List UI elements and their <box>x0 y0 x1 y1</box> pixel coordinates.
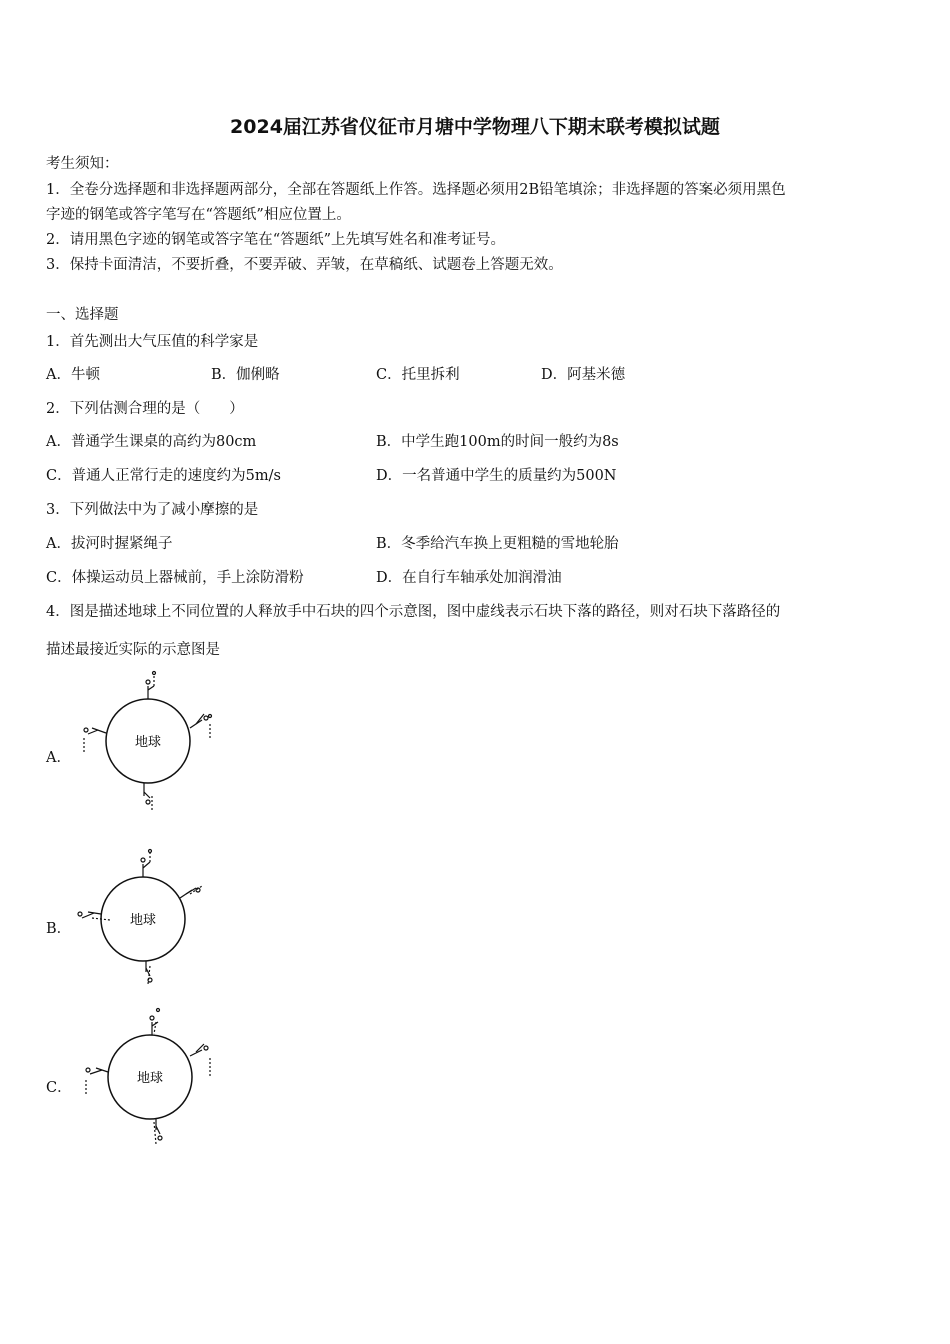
notice-item-1: 1．全卷分选择题和非选择题两部分，全部在答题纸上作答。选择题必须用2B铅笔填涂；非选择题的答案必须用黑色 <box>46 182 786 198</box>
diagram-b-earth <box>70 846 220 996</box>
q1-option-a[interactable]: A．牛顿 <box>46 367 100 383</box>
question-2-stem: 2．下列估测合理的是（ ） <box>46 401 244 417</box>
diagram-c-label[interactable]: C． <box>46 1080 72 1096</box>
q3-option-c[interactable]: C．体操运动员上器械前，手上涂防滑粉 <box>46 570 304 586</box>
notice-item-2: 2．请用黑色字迹的钢笔或答字笔在“答题纸”上先填写姓名和准考证号。 <box>46 232 506 248</box>
earth-label: 地球 <box>136 1071 164 1086</box>
question-3-stem: 3．下列做法中为了减小摩擦的是 <box>46 502 259 518</box>
notice-item-1-cont: 字迹的钢笔或答字笔写在“答题纸”相应位置上。 <box>46 207 351 223</box>
diagram-c-earth <box>76 1004 226 1154</box>
q3-option-b[interactable]: B．冬季给汽车换上更粗糙的雪地轮胎 <box>376 536 619 552</box>
question-1-stem: 1．首先测出大气压值的科学家是 <box>46 334 259 350</box>
notice-item-3: 3．保持卡面清洁，不要折叠，不要弄破、弄皱，在草稿纸、试题卷上答题无效。 <box>46 257 563 273</box>
diagram-b-label[interactable]: B． <box>46 921 72 937</box>
q2-option-b[interactable]: B．中学生跑100m的时间一般约为8s <box>376 434 619 450</box>
q1-option-c[interactable]: C．托里拆利 <box>376 367 460 383</box>
q2-option-d[interactable]: D．一名普通中学生的质量约为500N <box>376 468 617 484</box>
question-4-stem-line2: 描述最接近实际的示意图是 <box>46 642 220 658</box>
diagram-a-earth <box>76 668 226 818</box>
notice-heading: 考生须知： <box>46 156 119 172</box>
q1-option-d[interactable]: D．阿基米德 <box>541 367 626 383</box>
question-4-stem-line1: 4．图是描述地球上不同位置的人释放手中石块的四个示意图，图中虚线表示石块下落的路径，则对石块下落路径的 <box>46 604 781 620</box>
q2-option-a[interactable]: A．普通学生课桌的高约为80cm <box>46 434 257 450</box>
earth-label: 地球 <box>129 913 157 928</box>
q1-option-b[interactable]: B．伽俐略 <box>211 367 280 383</box>
diagram-a-label[interactable]: A． <box>46 750 71 766</box>
earth-label: 地球 <box>134 735 162 750</box>
q3-option-d[interactable]: D．在自行车轴承处加润滑油 <box>376 570 562 586</box>
q3-option-a[interactable]: A．拔河时握紧绳子 <box>46 536 173 552</box>
section-heading: 一、选择题 <box>46 307 119 323</box>
page-title: 2024届江苏省仪征市月塘中学物理八下期末联考模拟试题 <box>230 116 720 138</box>
q2-option-c[interactable]: C．普通人正常行走的速度约为5m/s <box>46 468 281 484</box>
